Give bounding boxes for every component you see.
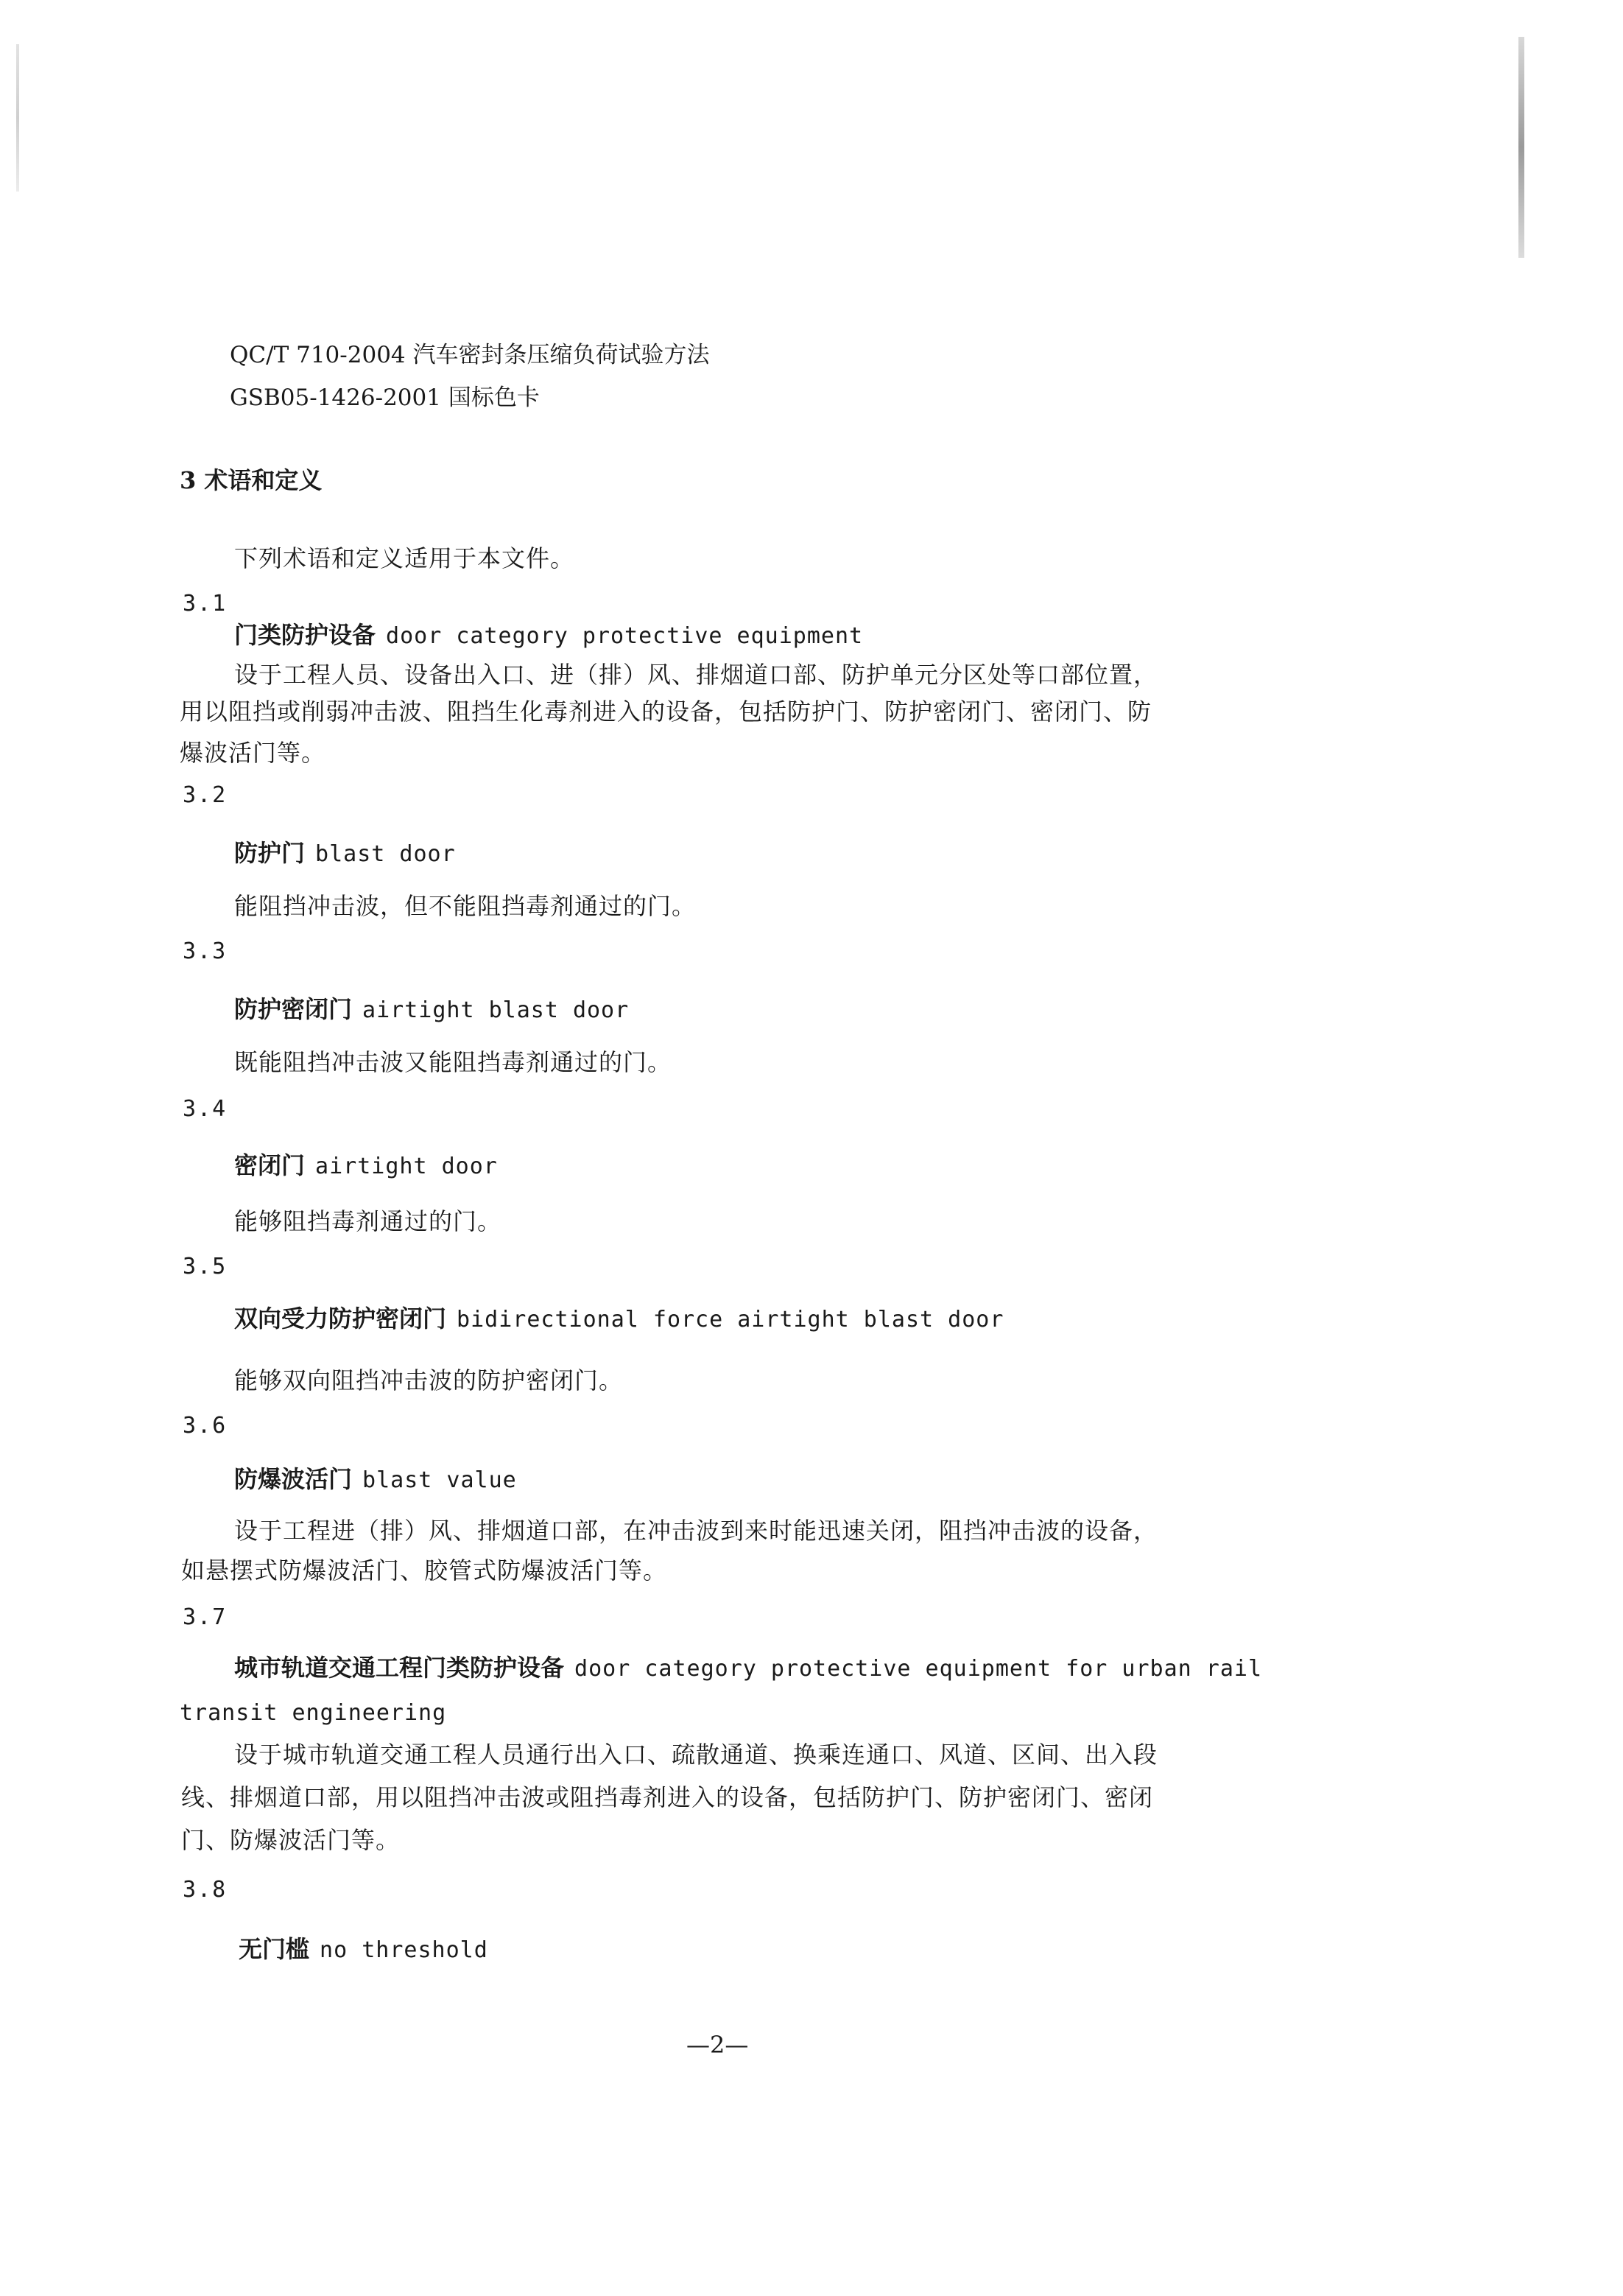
term-title — [234, 1304, 1004, 1335]
term-en: door category protective equipment — [386, 623, 864, 649]
term-definition-line: 设于工程进（排）风、排烟道口部，在冲击波到来时能迅速关闭，阻挡冲击波的设备， — [234, 1517, 1158, 1545]
term-number: 3.2 — [183, 782, 228, 808]
scan-edge-left — [16, 44, 19, 192]
term-number: 3.3 — [183, 938, 228, 964]
term-zh: 门类防护设备 — [234, 621, 376, 649]
term-title — [234, 1464, 517, 1495]
term-title — [234, 994, 629, 1025]
term-definition-line: 爆波活门等。 — [180, 739, 326, 767]
term-zh: 无门槛 — [239, 1935, 310, 1963]
term-en: bidirectional force airtight blast door — [457, 1307, 1004, 1333]
page-number: —2— — [686, 2031, 749, 2059]
term-zh: 双向受力防护密闭门 — [234, 1305, 447, 1333]
term-number: 3.4 — [183, 1096, 228, 1122]
term-number: 3.8 — [183, 1877, 228, 1903]
term-title — [234, 838, 456, 869]
term-en: blast door — [315, 841, 456, 867]
term-definition-line: 如悬摆式防爆波活门、胶管式防爆波活门等。 — [181, 1556, 668, 1584]
term-en: door category protective equipment for urban rail — [574, 1656, 1263, 1682]
term-zh: 防爆波活门 — [234, 1465, 353, 1493]
term-zh: 防护密闭门 — [234, 995, 353, 1023]
term-number: 3.6 — [183, 1413, 228, 1439]
term-title — [239, 1934, 488, 1965]
term-title — [234, 620, 863, 651]
term-zh: 城市轨道交通工程门类防护设备 — [234, 1654, 565, 1682]
term-definition-line: 线、排烟道口部，用以阻挡冲击波或阻挡毒剂进入的设备，包括防护门、防护密闭门、密闭 — [181, 1783, 1154, 1811]
section-heading: 3 术语和定义 — [180, 466, 323, 494]
term-title — [234, 1151, 498, 1182]
term-en: airtight door — [315, 1154, 498, 1179]
term-en: blast value — [362, 1467, 517, 1493]
term-number: 3.5 — [183, 1254, 228, 1279]
term-zh: 密闭门 — [234, 1151, 306, 1179]
term-definition-line: 能够阻挡毒剂通过的门。 — [234, 1207, 502, 1235]
term-definition-line: 设于工程人员、设备出入口、进（排）风、排烟道口部、防护单元分区处等口部位置， — [234, 661, 1158, 689]
term-definition-line: 能够双向阻挡冲击波的防护密闭门。 — [234, 1366, 624, 1394]
term-number: 3.7 — [183, 1604, 228, 1630]
term-definition-line: 既能阻挡冲击波又能阻挡毒剂通过的门。 — [234, 1048, 672, 1076]
term-en: transit engineering — [180, 1700, 447, 1726]
term-definition-line: 能阻挡冲击波，但不能阻挡毒剂通过的门。 — [234, 892, 697, 920]
section-intro: 下列术语和定义适用于本文件。 — [234, 544, 575, 572]
term-definition-line: 用以阻挡或削弱冲击波、阻挡生化毒剂进入的设备，包括防护门、防护密闭门、密闭门、防 — [180, 698, 1152, 726]
term-title — [234, 1653, 1262, 1684]
reference-qct710: QC/T 710-2004 汽车密封条压缩负荷试验方法 — [230, 342, 710, 368]
term-en: airtight blast door — [362, 997, 630, 1023]
term-number: 3.1 — [183, 591, 228, 617]
reference-gsb05: GSB05-1426-2001 国标色卡 — [230, 385, 540, 411]
term-en: no threshold — [320, 1937, 488, 1963]
scan-edge-right — [1518, 37, 1524, 258]
term-zh: 防护门 — [234, 839, 306, 867]
term-definition-line: 设于城市轨道交通工程人员通行出入口、疏散通道、换乘连通口、风道、区间、出入段 — [234, 1741, 1158, 1769]
term-title-continuation — [180, 1697, 446, 1728]
term-definition-line: 门、防爆波活门等。 — [181, 1826, 401, 1854]
